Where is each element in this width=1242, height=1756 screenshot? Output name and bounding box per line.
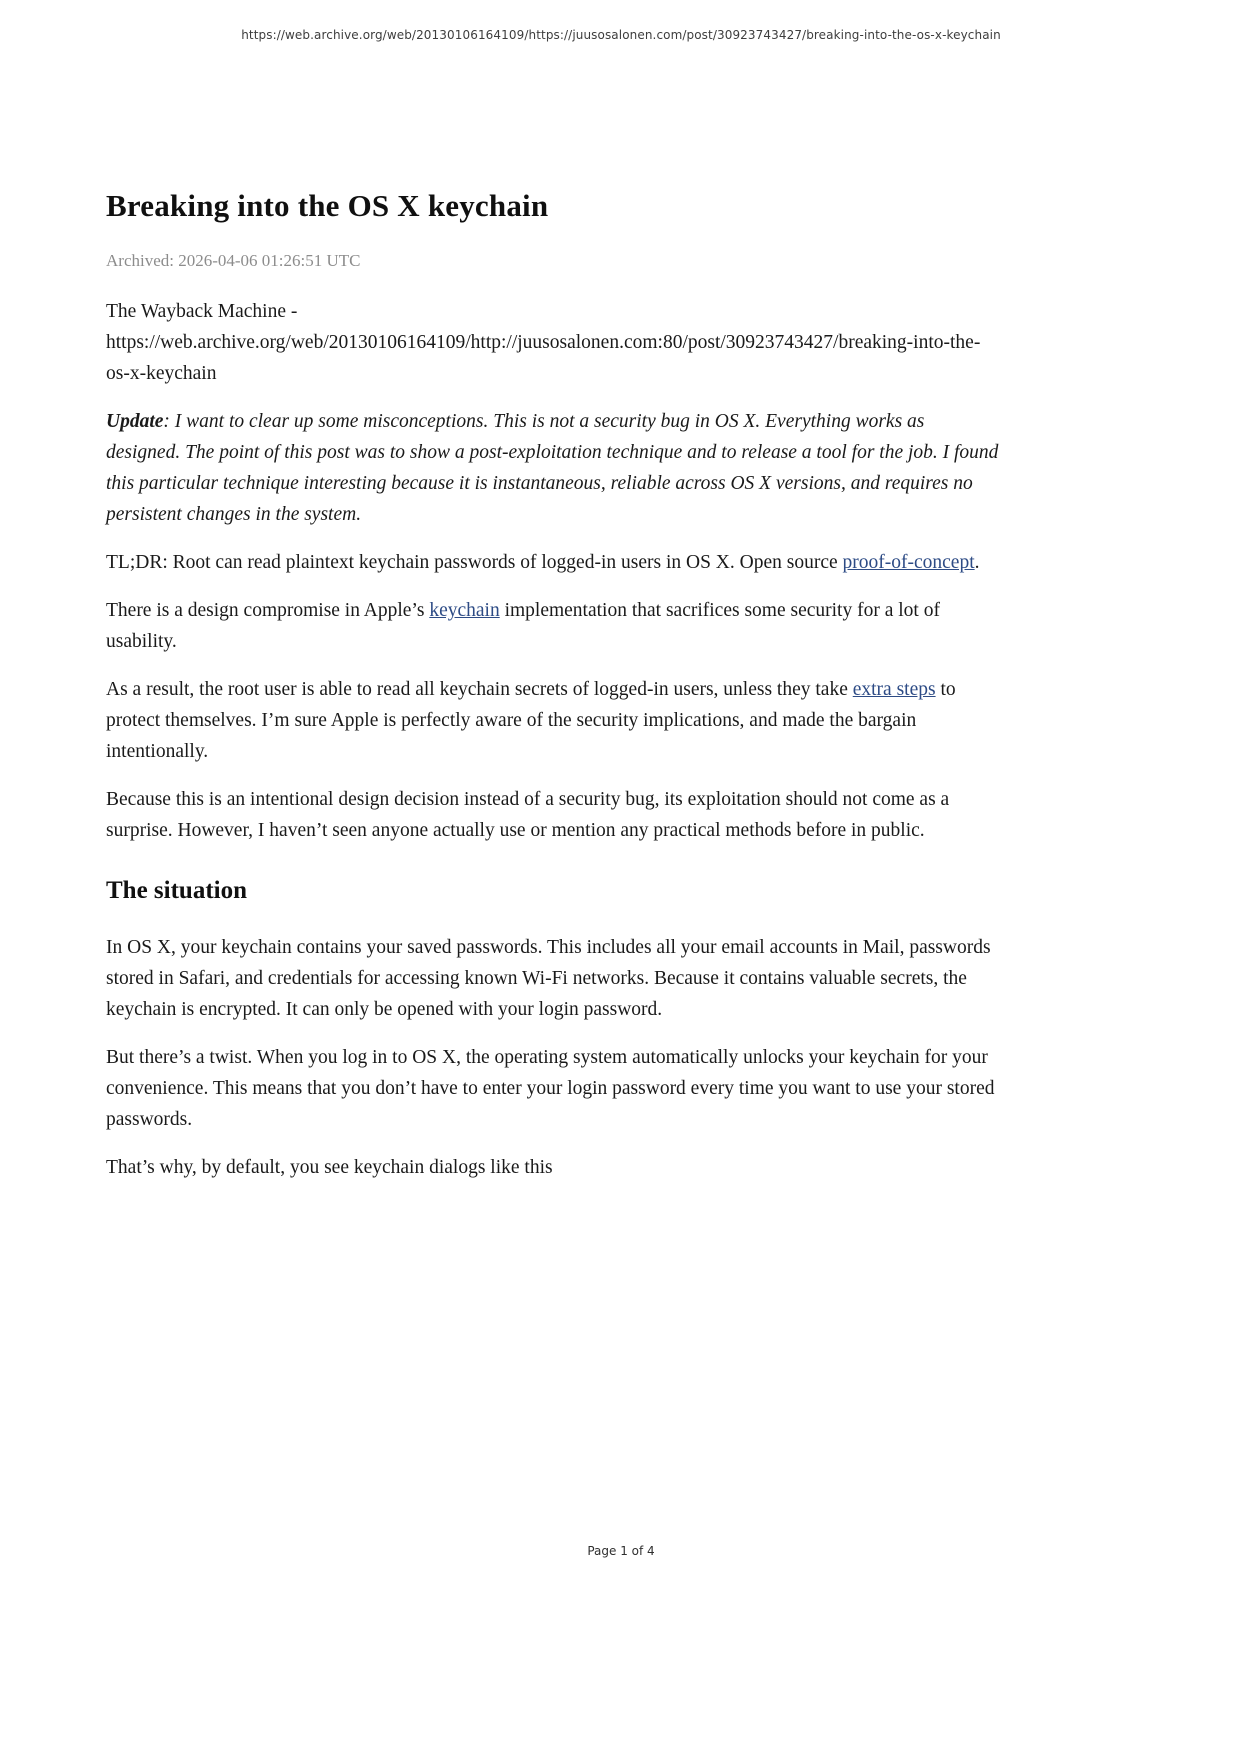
paragraph-situation-2: But there’s a twist. When you log in to OS X, the operating system automatically unlocks your keychain for your convenience. This means that you don’t have to enter your login password every time you want to use your stored passwords. <box>106 1047 995 1130</box>
link-extra-steps[interactable]: extra steps <box>852 679 936 700</box>
compromise-text-post: implementation that sacrifices some security for a lot of usability. <box>106 600 940 652</box>
tldr-text-pre: TL;DR: Root can read plaintext keychain passwords of logged-in users in OS X. Open source <box>106 552 843 573</box>
paragraph-update <box>106 406 1002 530</box>
update-text: : I want to clear up some misconceptions. This is not a security bug in OS X. Everything works as designed. The point of this post was to show a post-exploitation technique and to release a tool for the job. I found this particular technique interesting because it is instantaneous, reliable across OS X versions, and requires no persistent changes in the system. <box>106 411 999 525</box>
root-access-text-post: to protect themselves. I’m sure Apple is perfectly aware of the security implications, and made the bargain intentionally. <box>106 679 956 762</box>
wayback-source-line: The Wayback Machine - https://web.archive.org/web/20130106164109/http://juusosalonen.com:80/post/30923743427/breaking-into-the-os-x-keychain <box>106 301 981 384</box>
paragraph-root-access <box>106 674 1002 767</box>
tldr-text-post: . <box>974 552 980 573</box>
page-header-url: https://web.archive.org/web/20130106164109/https://juusosalonen.com/post/30923743427/breaking-into-the-os-x-keychain <box>241 28 1001 42</box>
paragraph-tldr <box>106 547 1002 578</box>
paragraph-intentional: Because this is an intentional design decision instead of a security bug, its exploitation should not come as a surprise. However, I haven’t seen anyone actually use or mention any practical methods before in public. <box>106 789 950 841</box>
paragraph-situation-1: In OS X, your keychain contains your saved passwords. This includes all your email accounts in Mail, passwords stored in Safari, and credentials for accessing known Wi-Fi networks. Because it contains valuable secrets, the keychain is encrypted. It can only be opened with your login password. <box>106 937 991 1020</box>
link-keychain[interactable]: keychain <box>429 600 500 621</box>
archived-timestamp: Archived: 2026-04-06 01:26:51 UTC <box>106 251 361 270</box>
page-number: Page 1 of 4 <box>587 1544 655 1558</box>
paragraph-situation-3: That’s why, by default, you see keychain dialogs like this <box>106 1157 553 1178</box>
update-label: Update <box>106 411 164 432</box>
compromise-text-pre: There is a design compromise in Apple’s <box>106 600 430 621</box>
article-title: Breaking into the OS X keychain <box>106 188 549 223</box>
link-proof-of-concept[interactable]: proof-of-concept <box>842 552 975 573</box>
section-heading-situation: The situation <box>106 877 248 904</box>
root-access-text-pre: As a result, the root user is able to read all keychain secrets of logged-in users, unless they take <box>106 679 853 700</box>
paragraph-compromise <box>106 595 1002 657</box>
article-content <box>106 188 1002 1200</box>
